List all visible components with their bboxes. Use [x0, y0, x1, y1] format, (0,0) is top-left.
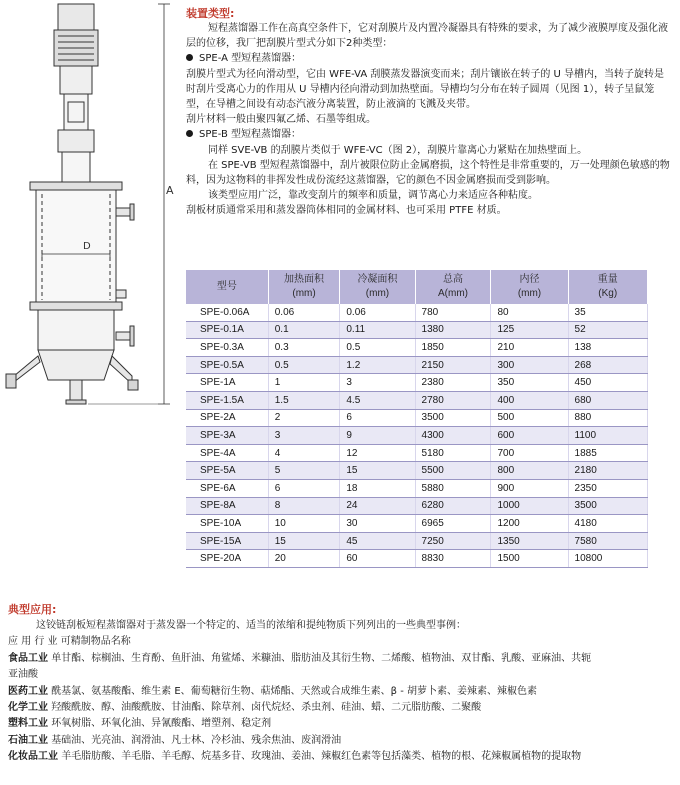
- applications-section: [8, 602, 672, 766]
- table-row: [186, 497, 648, 515]
- value-cell: 80: [491, 304, 568, 321]
- value-cell: 6965: [415, 515, 491, 533]
- model-cell: SPE-5A: [186, 462, 268, 480]
- value-cell: 10: [268, 515, 340, 533]
- application-products: 亚油酸: [8, 669, 38, 681]
- type-b-text-4: 刮板材质通常采用和蒸发器筒体相同的金属材料、也可采用 PTFE 材质。: [186, 205, 507, 217]
- model-cell: SPE-3A: [186, 427, 268, 445]
- dimension-a-label: A: [166, 184, 174, 197]
- value-cell: 3500: [415, 409, 491, 427]
- type-a-title: SPE-A 型短程蒸馏器：: [199, 53, 302, 65]
- application-category: 化妆品工业: [8, 751, 58, 763]
- model-cell: SPE-0.06A: [186, 304, 268, 321]
- vessel-body: [36, 190, 116, 302]
- value-cell: 1: [268, 374, 340, 392]
- table-row: [186, 462, 648, 480]
- table-row: [186, 479, 648, 497]
- value-cell: 60: [340, 550, 415, 568]
- application-item: [8, 667, 672, 683]
- table-row: [186, 374, 648, 392]
- bullet-icon: [186, 130, 193, 137]
- value-cell: 1000: [491, 497, 568, 515]
- value-cell: 268: [568, 356, 647, 374]
- type-b-heading: [186, 127, 670, 142]
- value-cell: 450: [568, 374, 647, 392]
- value-cell: 0.3: [268, 339, 340, 357]
- value-cell: 7580: [568, 532, 647, 550]
- header-cell: 总高 A(mm): [415, 270, 491, 304]
- header-cell: 加热面积 (mm): [268, 270, 340, 304]
- type-a-heading: [186, 51, 670, 66]
- bottom-cone: [38, 350, 114, 380]
- value-cell: 880: [568, 409, 647, 427]
- value-cell: 15: [268, 532, 340, 550]
- table-row: [186, 391, 648, 409]
- value-cell: 1.2: [340, 356, 415, 374]
- model-cell: SPE-1A: [186, 374, 268, 392]
- table-row: [186, 409, 648, 427]
- value-cell: 0.5: [340, 339, 415, 357]
- value-cell: 5180: [415, 444, 491, 462]
- model-cell: SPE-15A: [186, 532, 268, 550]
- table-row: [186, 356, 648, 374]
- application-item: [8, 684, 672, 700]
- application-products: 羊毛脂肪酸、羊毛脂、羊毛醇、烷基多苷、玫瑰油、姜油、辣椒红色素等包括藻类、植物的根、花辣椒属植物的提取物: [61, 751, 582, 763]
- value-cell: 900: [491, 479, 568, 497]
- value-cell: 8830: [415, 550, 491, 568]
- application-products: 环氧树脂、环氧化油、异氰酸酯、增塑剂、稳定剂: [51, 718, 272, 730]
- applications-intro: 这铰链刮板短程蒸馏器对于蒸发器一个特定的、适当的浓缩和提纯物质下列列出的一些典型事例：: [36, 620, 466, 631]
- application-category: 石油工业: [8, 734, 48, 746]
- model-cell: SPE-0.1A: [186, 321, 268, 339]
- value-cell: 9: [340, 427, 415, 445]
- application-item: [8, 651, 672, 667]
- value-cell: 52: [568, 321, 647, 339]
- value-cell: 1885: [568, 444, 647, 462]
- value-cell: 700: [491, 444, 568, 462]
- types-intro: 短程蒸馏器工作在高真空条件下，它对刮膜片及内置冷凝器具有特殊的要求，为了减少液膜厚度及强化液层的位移，我厂把刮膜片型式分如下2种类型：: [186, 23, 668, 50]
- header-cell: 内径 (mm): [491, 270, 568, 304]
- type-b-text-2: 在 SPE-VB 型短程蒸馏器中，刮片被限位防止金属磨损，这个特性是非常重要的，万一处理颜色敏感的物料，因为这物料的非挥发性成份流经这蒸馏器，它的颜色不因金属磨损而受到影响。: [186, 159, 670, 187]
- value-cell: 1.5: [268, 391, 340, 409]
- value-cell: 210: [491, 339, 568, 357]
- value-cell: 24: [340, 497, 415, 515]
- value-cell: 125: [491, 321, 568, 339]
- value-cell: 30: [340, 515, 415, 533]
- spec-table-body: [186, 304, 648, 567]
- value-cell: 3: [268, 427, 340, 445]
- type-b-text-1: 同样 SVE-VB 的刮膜片类似于 WFE-VC（图 2），刮膜片靠离心力紧贴在加热壁面上。: [208, 144, 588, 156]
- value-cell: 2350: [568, 479, 647, 497]
- value-cell: 3: [340, 374, 415, 392]
- table-row: [186, 339, 648, 357]
- value-cell: 600: [491, 427, 568, 445]
- application-category: 医药工业: [8, 685, 48, 697]
- application-products: 酰基氯、氨基酸酯、维生素 E、葡萄糖衍生物、萜烯酯、天然或合成维生素、β - 胡萝卜素、姜辣素、辣椒色素: [51, 685, 538, 697]
- applications-list: [8, 651, 672, 766]
- value-cell: 780: [415, 304, 491, 321]
- value-cell: 680: [568, 391, 647, 409]
- types-section: [186, 6, 670, 219]
- table-row: [186, 550, 648, 568]
- value-cell: 2780: [415, 391, 491, 409]
- application-products: 单甘酯、棕榈油、生育酚、鱼肝油、角鲨烯、米糠油、脂肪油及其衍生物、二烯酸、植物油、双甘酯、乳酸、亚麻油、共轭: [51, 652, 592, 664]
- value-cell: 10800: [568, 550, 647, 568]
- top-flange: [30, 182, 122, 190]
- type-a-material: 刮片材料一般由聚四氟乙烯、石墨等组成。: [186, 114, 376, 126]
- value-cell: 1100: [568, 427, 647, 445]
- types-section-title: 装置类型:: [186, 7, 235, 20]
- model-cell: SPE-6A: [186, 479, 268, 497]
- value-cell: 8: [268, 497, 340, 515]
- value-cell: 7250: [415, 532, 491, 550]
- model-cell: SPE-2A: [186, 409, 268, 427]
- application-products: 基础油、光亮油、润滑油、凡士林、冷杉油、残余焦油、废润滑油: [51, 734, 342, 746]
- application-category: 塑料工业: [8, 718, 48, 730]
- application-item: [8, 733, 672, 749]
- evaporator-drawing: [0, 0, 180, 440]
- value-cell: 2380: [415, 374, 491, 392]
- motor-top: [58, 4, 94, 30]
- value-cell: 350: [491, 374, 568, 392]
- application-item: [8, 716, 672, 732]
- model-cell: SPE-4A: [186, 444, 268, 462]
- value-cell: 35: [568, 304, 647, 321]
- value-cell: 300: [491, 356, 568, 374]
- model-cell: SPE-1.5A: [186, 391, 268, 409]
- bullet-icon: [186, 54, 193, 61]
- applications-header-line: 应 用 行 业 可精制物品名称: [8, 636, 131, 648]
- model-cell: SPE-0.5A: [186, 356, 268, 374]
- model-cell: SPE-0.3A: [186, 339, 268, 357]
- model-cell: SPE-20A: [186, 550, 268, 568]
- application-products: 羟酸酰胺、醇、油酸酰胺、甘油酯、除草剂、卤代烷烃、杀虫剂、硅油、蜡、二元脂肪酸、二聚酸: [51, 702, 482, 714]
- model-cell: SPE-10A: [186, 515, 268, 533]
- application-item: [8, 700, 672, 716]
- value-cell: 2180: [568, 462, 647, 480]
- value-cell: 800: [491, 462, 568, 480]
- spec-table: [186, 270, 648, 568]
- value-cell: 6: [340, 409, 415, 427]
- application-category: 化学工业: [8, 702, 48, 714]
- applications-title: 典型应用:: [8, 603, 57, 616]
- value-cell: 4180: [568, 515, 647, 533]
- value-cell: 1500: [491, 550, 568, 568]
- value-cell: 4: [268, 444, 340, 462]
- application-category: 食品工业: [8, 652, 48, 664]
- value-cell: 15: [340, 462, 415, 480]
- value-cell: 6280: [415, 497, 491, 515]
- value-cell: 45: [340, 532, 415, 550]
- spec-table-header: [186, 270, 648, 304]
- table-row: [186, 532, 648, 550]
- value-cell: 0.11: [340, 321, 415, 339]
- value-cell: 1200: [491, 515, 568, 533]
- header-cell: 冷凝面积 (mm): [340, 270, 415, 304]
- value-cell: 2: [268, 409, 340, 427]
- value-cell: 0.06: [268, 304, 340, 321]
- value-cell: 20: [268, 550, 340, 568]
- table-row: [186, 515, 648, 533]
- value-cell: 0.5: [268, 356, 340, 374]
- value-cell: 5880: [415, 479, 491, 497]
- header-cell: 型号: [186, 270, 268, 304]
- value-cell: 18: [340, 479, 415, 497]
- value-cell: 5: [268, 462, 340, 480]
- value-cell: 0.1: [268, 321, 340, 339]
- model-cell: SPE-8A: [186, 497, 268, 515]
- header-cell: 重量 (Kg): [568, 270, 647, 304]
- type-a-text: 刮膜片型式为径向滑动型，它由 WFE-VA 刮膜蒸发器演变而来；刮片镶嵌在转子的 U 导槽内，当转子旋转是时刮片受离心力的作用从 U 导槽内径向滑动到加热壁面。导槽均匀分布在转子圆周（见图 1），转子呈鼠笼型，在导槽之间设有动态汽液分离装置，防止液滴的飞溅及夹带。: [186, 68, 665, 111]
- type-b-text-3: 该类型应用广泛，靠改变刮片的频率和质量，调节离心力来适应各种粘度。: [208, 190, 538, 202]
- table-row: [186, 304, 648, 321]
- value-cell: 5500: [415, 462, 491, 480]
- value-cell: 500: [491, 409, 568, 427]
- value-cell: 4300: [415, 427, 491, 445]
- value-cell: 12: [340, 444, 415, 462]
- application-item: [8, 749, 672, 765]
- type-b-title: SPE-B 型短程蒸馏器：: [199, 129, 301, 141]
- value-cell: 2150: [415, 356, 491, 374]
- value-cell: 400: [491, 391, 568, 409]
- value-cell: 1850: [415, 339, 491, 357]
- value-cell: 0.06: [340, 304, 415, 321]
- table-row: [186, 321, 648, 339]
- value-cell: 6: [268, 479, 340, 497]
- value-cell: 1380: [415, 321, 491, 339]
- dimension-d-label: D: [83, 241, 91, 252]
- value-cell: 4.5: [340, 391, 415, 409]
- value-cell: 138: [568, 339, 647, 357]
- table-row: [186, 444, 648, 462]
- value-cell: 1350: [491, 532, 568, 550]
- value-cell: 3500: [568, 497, 647, 515]
- table-row: [186, 427, 648, 445]
